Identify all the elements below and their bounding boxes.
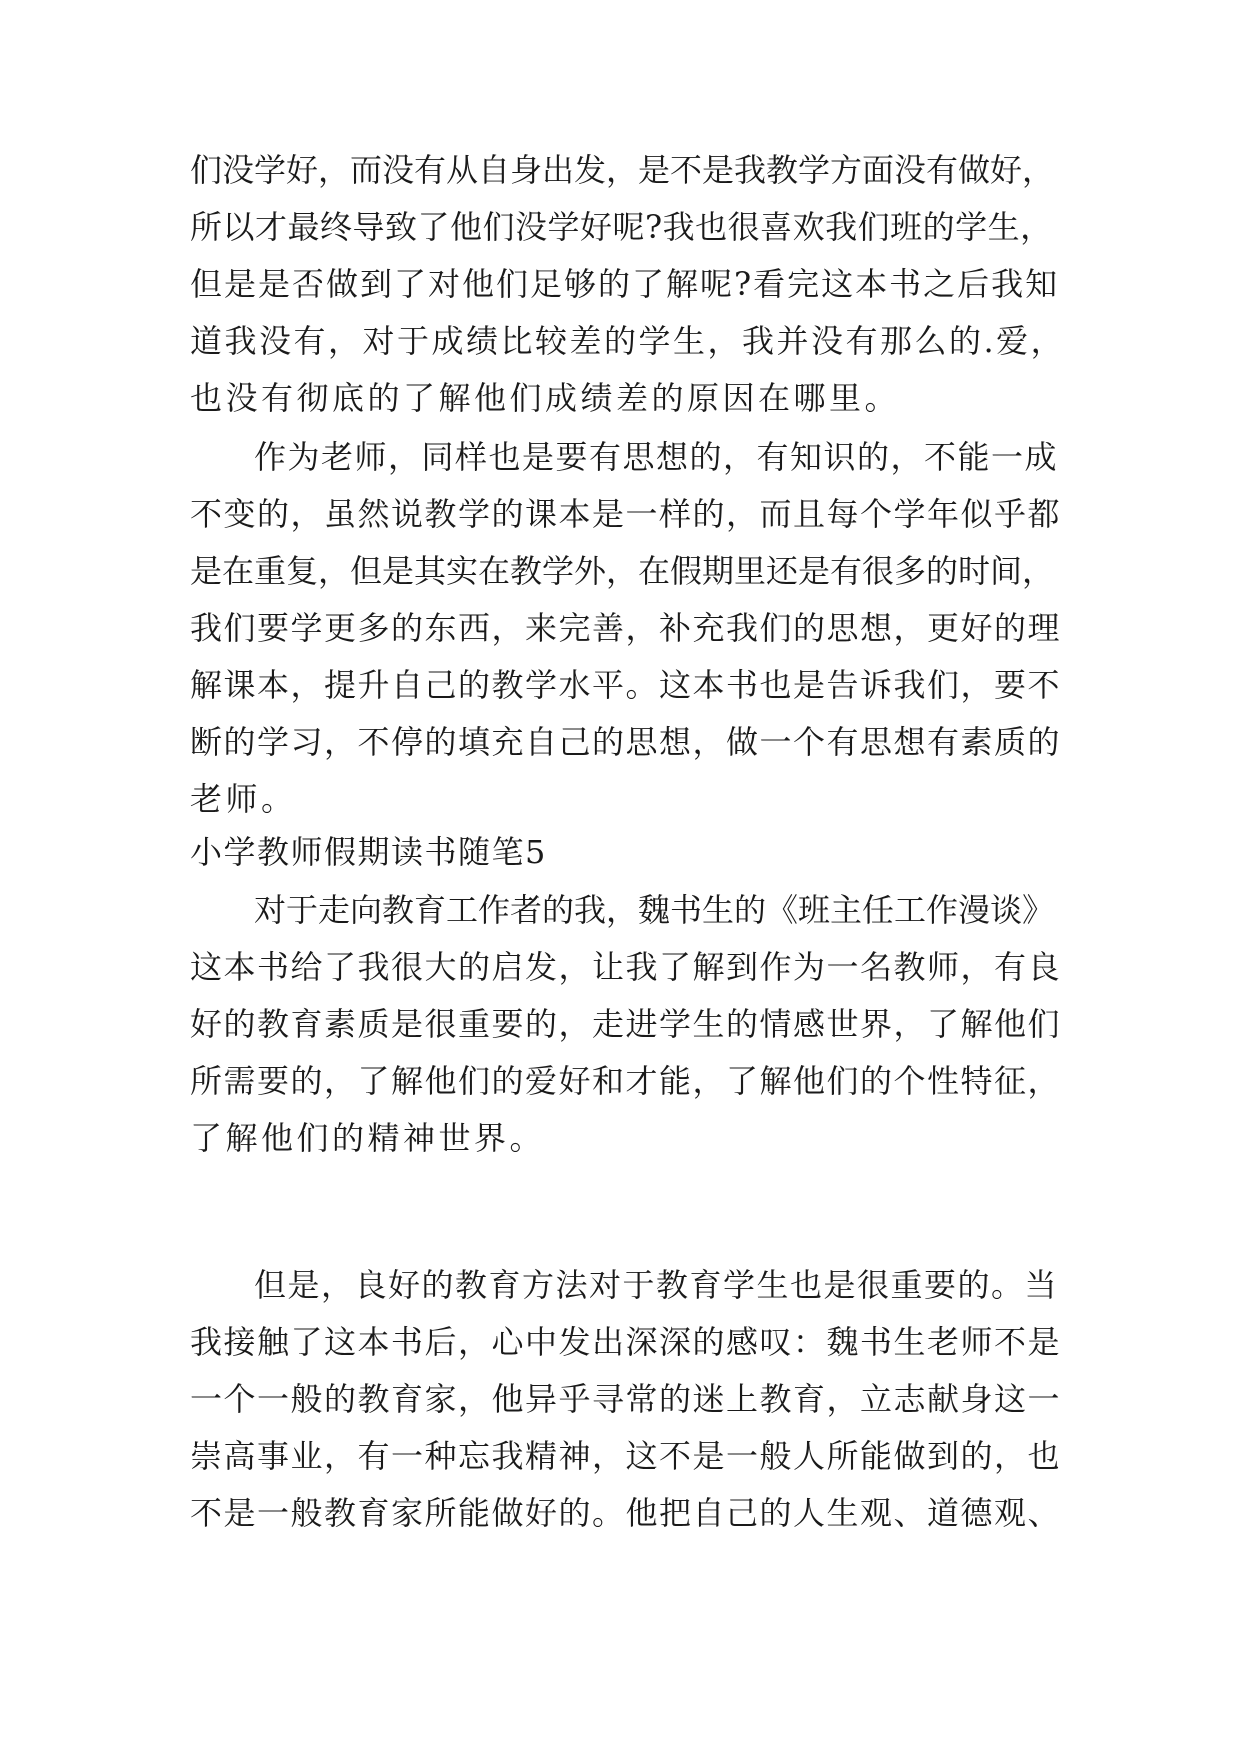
paragraph-4-line-3: 一个一般的教育家，他异乎寻常的迷上教育，立志献身这一	[190, 1380, 1062, 1418]
paragraph-3-line-4: 所需要的，了解他们的爱好和才能，了解他们的个性特征，	[190, 1062, 1062, 1100]
paragraph-2-line-2: 不变的，虽然说教学的课本是一样的，而且每个学年似乎都	[190, 495, 1062, 533]
paragraph-3-line-5: 了解他们的精神世界。	[190, 1119, 546, 1157]
paragraph-4-line-5: 不是一般教育家所能做好的。他把自己的人生观、道德观、	[190, 1494, 1062, 1532]
paragraph-2-line-3: 是在重复，但是其实在教学外，在假期里还是有很多的时间，	[190, 552, 1055, 590]
paragraph-3-line-3: 好的教育素质是很重要的，走进学生的情感世界，了解他们	[190, 1005, 1062, 1043]
paragraph-2-line-4: 我们要学更多的东西，来完善，补充我们的思想，更好的理	[190, 609, 1062, 647]
paragraph-2-line-6: 断的学习，不停的填充自己的思想，做一个有思想有素质的	[190, 723, 1062, 761]
paragraph-4-line-4: 崇高事业，有一种忘我精神，这不是一般人所能做到的，也	[190, 1437, 1062, 1475]
paragraph-1-line-1: 们没学好，而没有从自身出发，是不是我教学方面没有做好，	[190, 151, 1055, 189]
paragraph-1-line-5: 也没有彻底的了解他们成绩差的原因在哪里。	[190, 379, 901, 417]
paragraph-1-line-4: 道我没有，对于成绩比较差的学生，我并没有那么的.爱，	[190, 322, 1066, 360]
paragraph-2-line-7: 老师。	[190, 780, 297, 818]
paragraph-3-line-1: 对于走向教育工作者的我，魏书生的《班主任工作漫谈》	[254, 891, 1055, 929]
paragraph-2-line-5: 解课本，提升自己的教学水平。这本书也是告诉我们，要不	[190, 666, 1062, 704]
paragraph-3-line-2: 这本书给了我很大的启发，让我了解到作为一名教师，有良	[190, 948, 1062, 986]
paragraph-1-line-3: 但是是否做到了对他们足够的了解呢?看完这本书之后我知	[190, 265, 1060, 303]
paragraph-4-line-2: 我接触了这本书后，心中发出深深的感叹：魏书生老师不是	[190, 1323, 1062, 1361]
section-heading: 小学教师假期读书随笔5	[190, 833, 547, 871]
paragraph-1-line-2: 所以才最终导致了他们没学好呢?我也很喜欢我们班的学生，	[190, 208, 1053, 246]
paragraph-4-line-1: 但是，良好的教育方法对于教育学生也是很重要的。当	[254, 1266, 1059, 1304]
paragraph-2-line-1: 作为老师，同样也是要有思想的，有知识的，不能一成	[254, 438, 1059, 476]
